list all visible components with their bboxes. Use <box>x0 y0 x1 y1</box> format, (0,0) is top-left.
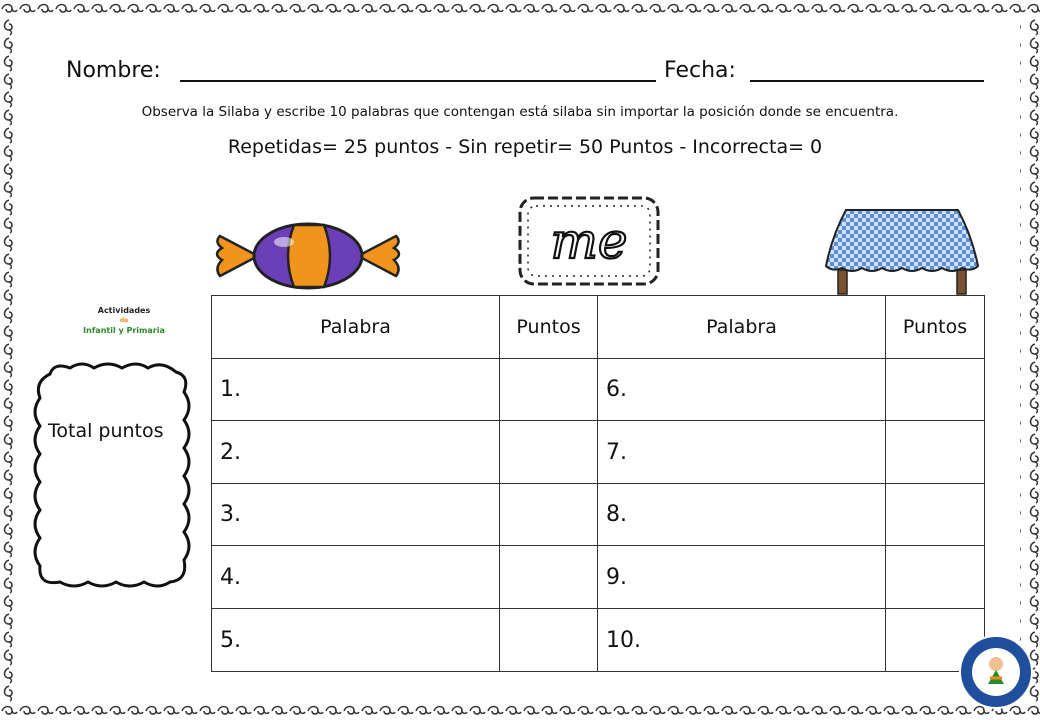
word-cell-2[interactable]: 2. <box>212 421 500 484</box>
table-row <box>212 484 985 546</box>
word-cell-3[interactable]: 3. <box>212 484 500 546</box>
brand-logo <box>76 306 172 342</box>
points-cell-2[interactable] <box>500 421 598 484</box>
instruction-text: Observa la Silaba y escribe 10 palabras que contengan está silaba sin importar la posición donde se encuentra. <box>141 104 899 120</box>
points-cell-8[interactable] <box>886 484 985 546</box>
word-cell-8[interactable]: 8. <box>598 484 886 546</box>
table-row <box>212 609 985 672</box>
header-puntos-left: Puntos <box>500 296 598 359</box>
word-cell-4[interactable]: 4. <box>212 546 500 609</box>
total-points-label: Total puntos <box>48 420 164 442</box>
points-cell-1[interactable] <box>500 359 598 421</box>
word-cell-5[interactable]: 5. <box>212 609 500 672</box>
candy-image <box>212 220 404 292</box>
table-row <box>212 421 985 484</box>
word-cell-9[interactable]: 9. <box>598 546 886 609</box>
table-row <box>212 546 985 609</box>
total-points-box[interactable] <box>30 360 194 592</box>
table-row <box>212 359 985 421</box>
word-cell-7[interactable]: 7. <box>598 421 886 484</box>
scoring-text: Repetidas= 25 puntos - Sin repetir= 50 Puntos - Incorrecta= 0 <box>227 136 823 158</box>
header-palabra-right: Palabra <box>598 296 886 359</box>
syllable-card <box>516 194 662 288</box>
name-label: Nombre: <box>66 58 161 83</box>
word-cell-1[interactable]: 1. <box>212 359 500 421</box>
syllable-text: me <box>550 212 628 270</box>
points-cell-3[interactable] <box>500 484 598 546</box>
header-palabra-left: Palabra <box>212 296 500 359</box>
word-cell-10[interactable]: 10. <box>598 609 886 672</box>
logo-line2: de <box>119 317 129 324</box>
answer-table <box>211 295 985 672</box>
header-puntos-right: Puntos <box>886 296 985 359</box>
brand-badge-icon <box>958 634 1034 710</box>
name-line[interactable] <box>180 80 656 82</box>
date-line[interactable] <box>750 80 984 82</box>
points-cell-7[interactable] <box>886 421 985 484</box>
logo-line1: Actividades <box>97 306 151 315</box>
date-label: Fecha: <box>664 58 736 83</box>
logo-line3: Infantil y Primaria <box>83 326 165 335</box>
points-cell-5[interactable] <box>500 609 598 672</box>
points-cell-6[interactable] <box>886 359 985 421</box>
points-cell-9[interactable] <box>886 546 985 609</box>
points-cell-4[interactable] <box>500 546 598 609</box>
table-header-row <box>212 296 985 359</box>
word-cell-6[interactable]: 6. <box>598 359 886 421</box>
table-image <box>822 206 982 296</box>
